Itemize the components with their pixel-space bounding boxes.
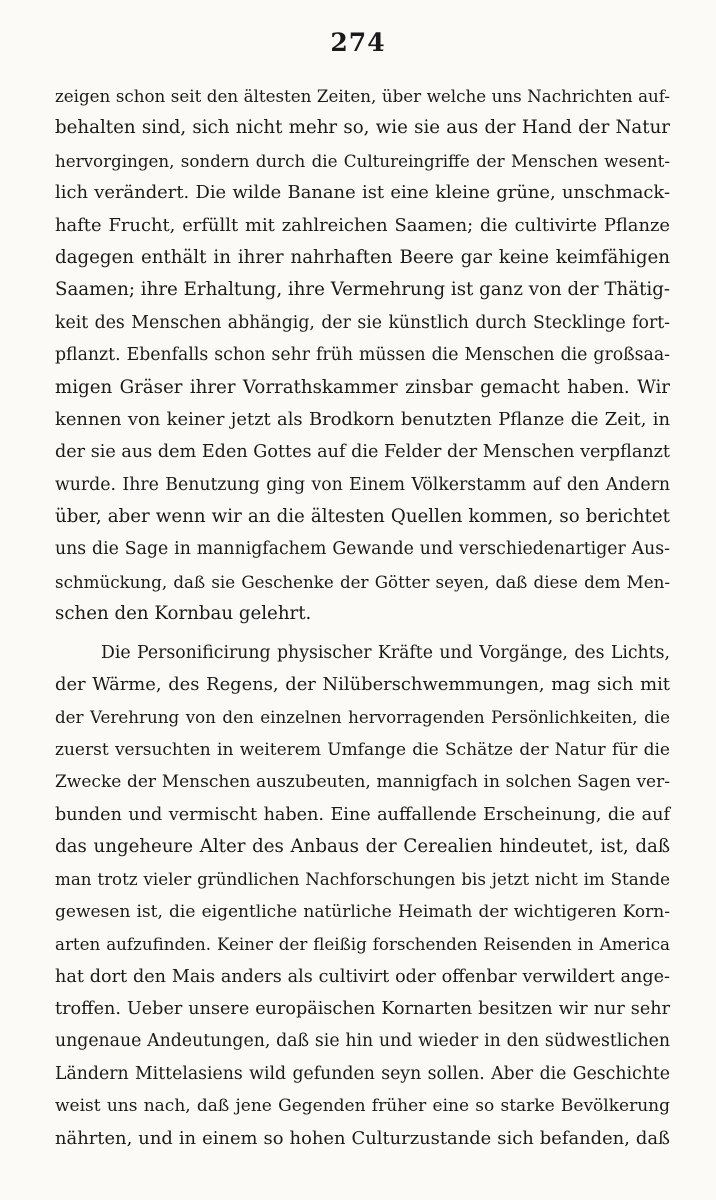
text-line: zuerst versuchten in weiterem Umfange die Schätze der Natur für die — [55, 739, 670, 760]
paragraph-2 — [55, 637, 670, 1155]
text-line: hervorgingen, sondern durch die Cultureingriffe der Menschen wesent- — [55, 150, 670, 171]
text-line: hafte Frucht, erfüllt mit zahlreichen Saamen; die cultivirte Pflanze — [55, 214, 670, 236]
text-line: Ländern Mittelasiens wild gefunden seyn sollen. Aber die Geschichte — [55, 1063, 670, 1084]
text-line: Die Personificirung physischer Kräfte und Vorgänge, des Lichts, — [101, 642, 670, 663]
text-line: behalten sind, sich nicht mehr so, wie sie aus der Hand der Natur — [55, 117, 670, 139]
text-line: uns die Sage in mannigfachem Gewande und verschiedenartiger Aus- — [55, 539, 670, 560]
text-line: migen Gräser ihrer Vorrathskammer zinsbar gemacht haben. Wir — [55, 376, 670, 398]
text-line: nährten, und in einem so hohen Culturzustande sich befanden, daß — [55, 1127, 670, 1149]
text-line: ungenaue Andeutungen, daß sie hin und wieder in den südwestlichen — [55, 1031, 670, 1052]
text-line: schmückung, daß sie Geschenke der Götter seyen, daß diese dem Men- — [55, 571, 670, 592]
text-line: das ungeheure Alter des Anbaus der Cerealien hindeutet, ist, daß — [55, 835, 670, 857]
text-line: Zwecke der Menschen auszubeuten, mannigfach in solchen Sagen ver- — [55, 772, 670, 793]
text-line: zeigen schon seit den ältesten Zeiten, über welche uns Nachrichten auf- — [55, 86, 670, 106]
text-line: arten aufzufinden. Keiner der fleißig forschenden Reisenden in America — [55, 934, 670, 955]
text-line: hat dort den Mais anders als cultivirt oder offenbar verwildert ange- — [55, 966, 670, 987]
text-line: der Verehrung von den einzelnen hervorragenden Persönlichkeiten, die — [55, 707, 670, 728]
body-text — [55, 80, 670, 1155]
text-line: über, aber wenn wir an die ältesten Quellen kommen, so berichtet — [55, 506, 670, 528]
text-line: weist uns nach, daß jene Gegenden früher eine so starke Bevölkerung — [55, 1096, 670, 1117]
text-line: lich verändert. Die wilde Banane ist eine kleine grüne, unschmack- — [55, 182, 670, 204]
text-line: bunden und vermischt haben. Eine auffallende Erscheinung, die auf — [55, 804, 670, 825]
text-line: keit des Menschen abhängig, der sie künstlich durch Stecklinge fort- — [55, 312, 670, 333]
page-number: 274 — [330, 28, 386, 57]
paragraph-1 — [55, 80, 670, 631]
text-line: der Wärme, des Regens, der Nilüberschwemmungen, mag sich mit — [55, 674, 670, 696]
text-line: man trotz vieler gründlichen Nachforschungen bis jetzt nicht im Stande — [55, 869, 670, 890]
text-line: pflanzt. Ebenfalls schon sehr früh müssen die Menschen die großsaa- — [55, 345, 670, 366]
text-line: kennen von keiner jetzt als Brodkorn benutzten Pflanze die Zeit, in — [55, 408, 670, 430]
text-line: schen den Kornbau gelehrt. — [55, 603, 312, 625]
text-line: der sie aus dem Eden Gottes auf die Felder der Menschen verpflanzt — [55, 442, 670, 463]
text-line: gewesen ist, die eigentliche natürliche Heimath der wichtigeren Korn- — [55, 901, 670, 922]
text-line: Saamen; ihre Erhaltung, ihre Vermehrung ist ganz von der Thätig- — [55, 279, 670, 301]
text-line: troffen. Ueber unsere europäischen Kornarten besitzen wir nur sehr — [55, 998, 670, 1019]
text-line: dagegen enthält in ihrer nahrhaften Beere gar keine keimfähigen — [55, 246, 670, 268]
text-line: wurde. Ihre Benutzung ging von Einem Völkerstamm auf den Andern — [55, 474, 670, 495]
